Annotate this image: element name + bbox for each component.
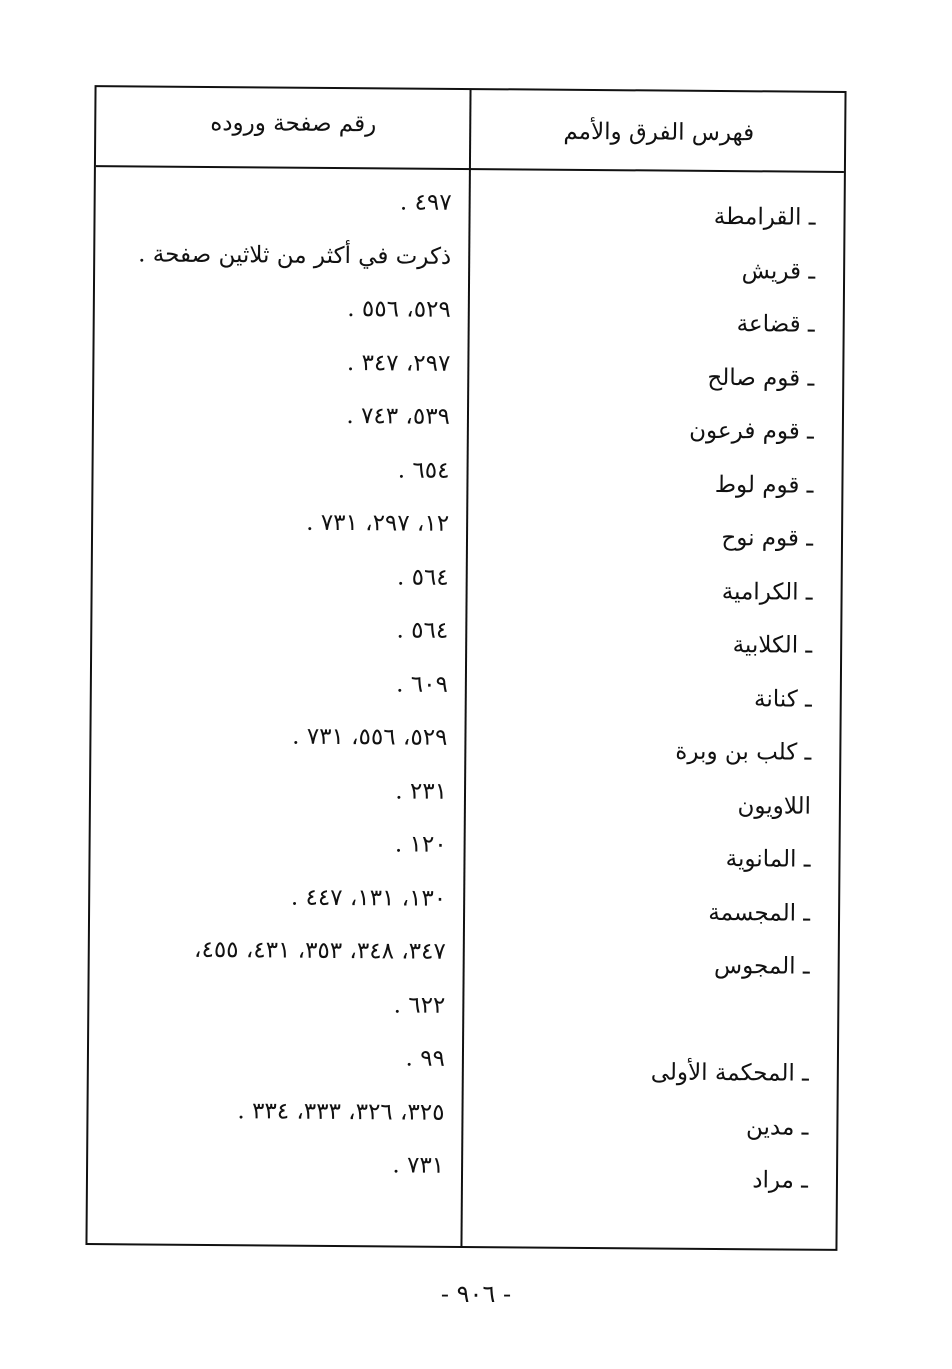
table-row (92, 613, 840, 672)
page-refs: ١٢٠ . (394, 831, 447, 858)
page-refs: ٥٣٩، ٧٤٣ . (346, 403, 451, 430)
table-row (94, 346, 842, 405)
page-refs: ١٣٠، ١٣١، ٤٤٧ . (290, 884, 447, 912)
table-row (95, 292, 843, 351)
page-refs: ٧٣١ . (392, 1152, 445, 1179)
page-refs: ٥٢٩، ٥٥٦ . (347, 296, 451, 323)
group-name: ـ القرامطة (713, 203, 816, 231)
page-refs: ٩٩ . (405, 1045, 446, 1072)
group-name: ـ قوم فرعون (689, 417, 814, 445)
group-name: اللاويون (737, 792, 812, 820)
table-row (91, 774, 839, 833)
pages-column-header: رقم صفحة وروده (210, 109, 377, 138)
group-name: ـ الكلابية (732, 632, 813, 659)
page-refs: ٥٦٤ . (396, 617, 449, 644)
page-refs: ٦٥٤ . (397, 456, 450, 484)
table-row (91, 720, 839, 779)
table-row (92, 560, 840, 619)
group-name: ـ كنانة (753, 685, 812, 713)
page-refs: ٦٢٢ . (393, 991, 446, 1019)
table-row (92, 667, 840, 726)
page-refs: ذكرت في أكثر من ثلاثين صفحة . (138, 240, 452, 270)
group-name: ـ كلب بن وبرة (675, 738, 812, 766)
page-number: - ٩٠٦ - (440, 1280, 512, 1308)
table-row (95, 239, 843, 298)
table-row (89, 1041, 837, 1100)
table-row (93, 506, 841, 565)
page-refs: ٣٢٥، ٣٢٦، ٣٣٣، ٣٣٤ . (237, 1097, 445, 1126)
page-refs: ٦٠٩ . (396, 670, 448, 698)
group-name: ـ قضاعة (736, 311, 815, 338)
table-row (93, 453, 841, 512)
group-name: ـ قوم لوط (714, 471, 814, 499)
table-row (89, 988, 837, 1047)
table-row (89, 934, 837, 993)
page-refs: ٣٤٧، ٣٤٨، ٣٥٣، ٤٣١، ٤٥٥، (193, 936, 446, 965)
group-name: ـ قوم صالح (707, 364, 815, 392)
table-row (88, 1095, 836, 1154)
index-table (85, 85, 846, 1251)
table-row (90, 827, 838, 886)
page-refs: ١٢، ٢٩٧، ٧٣١ . (306, 509, 450, 537)
page-refs: ٥٦٤ . (396, 563, 449, 591)
page-refs: ٤٩٧ . (399, 189, 452, 216)
group-name: ـ قريش (741, 257, 816, 285)
table-row (90, 881, 838, 940)
group-name: ـ مراد (752, 1167, 809, 1194)
page-refs: ٢٩٧، ٣٤٧ . (346, 349, 451, 377)
names-column-header: فهرس الفرق والأمم (563, 118, 755, 147)
page-refs: ٢٣١ . (395, 777, 448, 805)
group-name: ـ مدين (745, 1113, 809, 1141)
group-name: ـ المجسمة (708, 899, 811, 927)
table-row (95, 185, 843, 244)
table-row (94, 399, 842, 458)
group-name: ـ المجوس (714, 952, 810, 980)
group-name: ـ قوم نوح (721, 525, 814, 552)
group-name: ـ المحكمة الأولى (650, 1059, 809, 1087)
table-body (88, 185, 844, 1207)
group-name: ـ الكرامية (721, 578, 813, 606)
group-name: ـ المانوية (725, 846, 811, 873)
table-row (88, 1148, 836, 1207)
page-refs: ٥٢٩، ٥٥٦، ٧٣١ . (292, 723, 448, 751)
